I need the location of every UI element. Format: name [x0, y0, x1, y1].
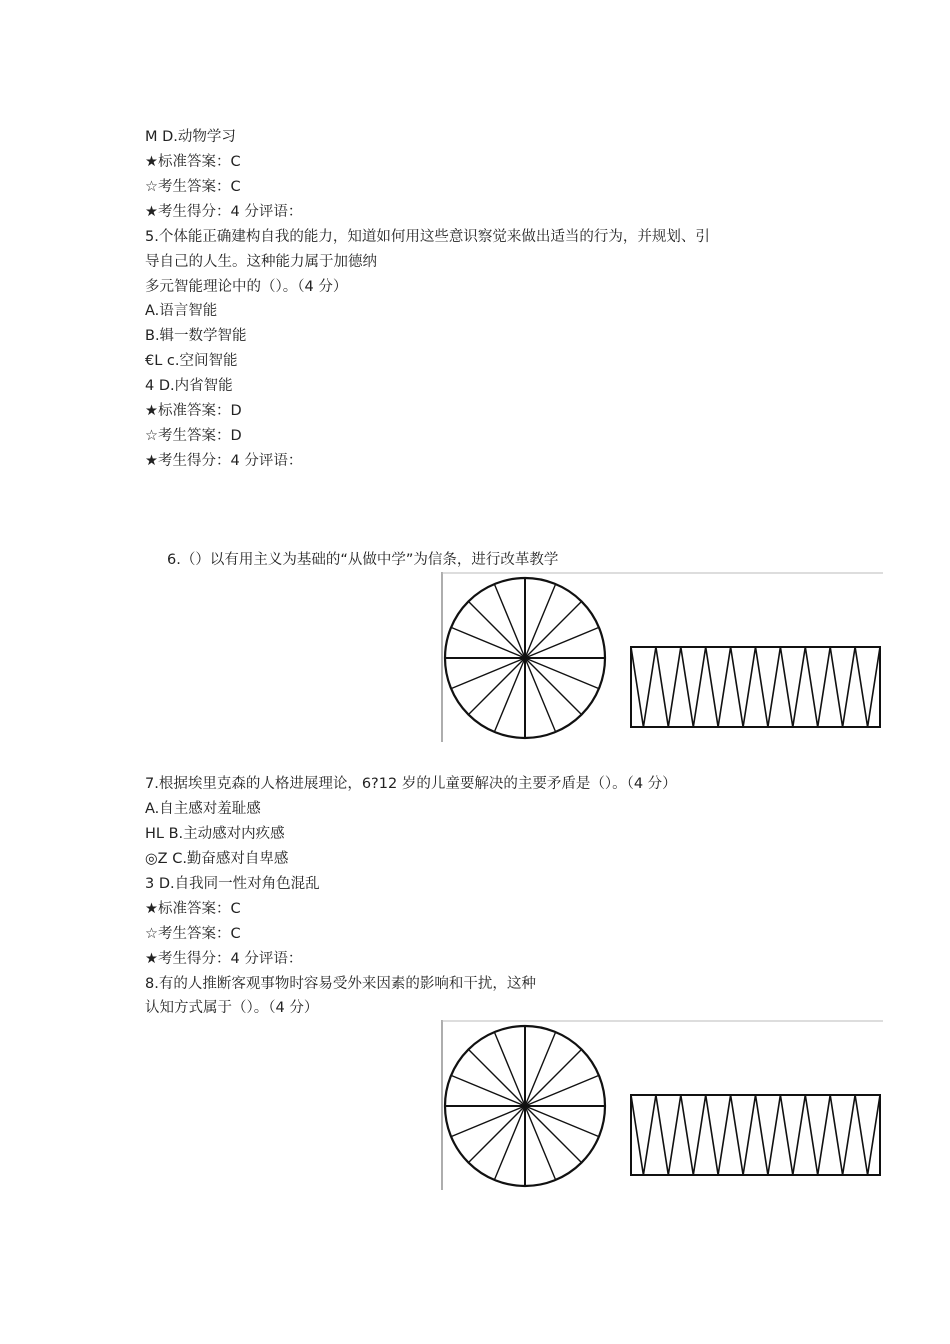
q5-option-b: B.辑一数学智能 — [145, 328, 247, 344]
q4-option-d: M D.动物学习 — [145, 129, 236, 145]
q5-stem-line2: 导自己的人生。这种能力属于加德纳 — [145, 254, 377, 270]
q7-standard-answer: ★标准答案：C — [145, 901, 241, 917]
q5-student-answer: ☆考生答案：D — [145, 428, 242, 444]
q6-stem: 6.（）以有用主义为基础的“从做中学”为信条，进行改革教学 — [167, 552, 559, 568]
q7-student-answer: ☆考生答案：C — [145, 926, 241, 942]
q8-figure — [441, 1020, 883, 1192]
q5-option-c: €L c.空间智能 — [145, 353, 238, 369]
q7-option-d: 3 D.自我同一性对角色混乱 — [145, 876, 320, 892]
wheel-spoke — [525, 1049, 582, 1106]
q8-stem-line1: 8.有的人推断客观事物时容易受外来因素的影响和干扰，这种 — [145, 976, 536, 992]
spoked-wheel-figure — [445, 1026, 605, 1186]
wheel-spoke — [468, 601, 525, 658]
q5-option-d: 4 D.内省智能 — [145, 378, 233, 394]
q7-option-b: HL B.主动感对内疚感 — [145, 826, 285, 842]
q5-standard-answer: ★标准答案：D — [145, 403, 242, 419]
q4-standard-answer: ★标准答案：C — [145, 154, 241, 170]
wheel-spoke — [468, 1049, 525, 1106]
q5-option-a: A.语言智能 — [145, 303, 218, 319]
zigzag-box-figure — [631, 1095, 880, 1175]
wheel-spoke — [468, 1106, 525, 1163]
q4-student-answer: ☆考生答案：C — [145, 179, 241, 195]
q5-stem-line1: 5.个体能正确建构自我的能力，知道如何用这些意识察觉来做出适当的行为，并规划、引 — [145, 229, 710, 245]
q6-figure — [441, 572, 883, 744]
q7-option-c: ◎Z C.勤奋感对自卑感 — [145, 851, 289, 867]
spoked-wheel-figure — [445, 578, 605, 738]
q4-score: ★考生得分：4 分评语： — [145, 204, 303, 220]
q8-stem-line2: 认知方式属于（）。（4 分） — [145, 1000, 319, 1016]
wheel-spoke — [525, 601, 582, 658]
wheel-spoke — [525, 658, 582, 715]
wheel-spoke — [525, 1106, 582, 1163]
q7-option-a: A.自主感对羞耻感 — [145, 801, 261, 817]
zigzag-frame — [631, 1095, 880, 1175]
q5-score: ★考生得分：4 分评语： — [145, 453, 303, 469]
zigzag-line — [631, 647, 880, 727]
q7-stem: 7.根据埃里克森的人格进展理论，6?12 岁的儿童要解决的主要矛盾是（）。（4 分） — [145, 776, 677, 792]
zigzag-frame — [631, 647, 880, 727]
wheel-spoke — [468, 658, 525, 715]
zigzag-line — [631, 1095, 880, 1175]
q5-stem-line3: 多元智能理论中的（）。（4 分） — [145, 279, 348, 295]
zigzag-box-figure — [631, 647, 880, 727]
q7-score: ★考生得分：4 分评语： — [145, 951, 303, 967]
